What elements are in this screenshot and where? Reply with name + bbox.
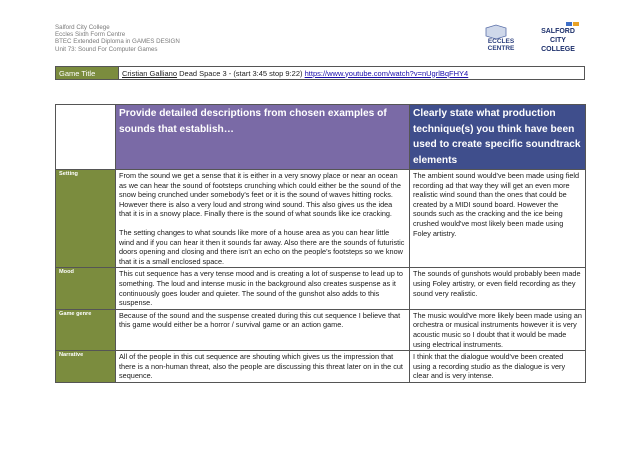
setting-technique: The ambient sound would've been made using field recording ad that way they will get an even more realistic wind sound than the ones that could be created by a MIDI sound board. However the sounds such as the cracking and the ice being crushed would've most likely been made using Foley artistry.: [410, 170, 586, 268]
table-row-game-genre: [56, 309, 586, 350]
row-label-mood: Mood: [56, 268, 116, 309]
salford-logo-text-3: COLLEGE: [541, 46, 575, 53]
narrative-description: All of the people in this cut sequence are shouting which gives us the impression that there is a non-human threat, also the people are discussing this threat later on in the cut sequence.: [116, 351, 410, 383]
table-row-setting: [56, 170, 586, 268]
row-label-setting: Setting: [56, 170, 116, 268]
techniques-column-header: Clearly state what production technique(s) you think have been used to create specific soundtrack elements: [410, 105, 586, 170]
setting-description-p1: From the sound we get a sense that it is either in a very snowy place or near an ocean as we can hear the sound of footsteps crunching which could either be the sound of the snow being crunched under somebody's feet or it is the sound of waves hitting rocks. However there is also a very loud and strong wind sound. This also gives us the idea that it is in a snowy place. Finally there is the sound of what sounds like ice cracking.: [119, 171, 401, 219]
game-title-value: [119, 67, 585, 80]
table-row-mood: [56, 268, 586, 309]
eccles-centre-logo: [480, 22, 522, 52]
table-row-narrative: [56, 351, 586, 383]
table-header-row: [56, 105, 586, 170]
game-name: Dead Space 3 - (start 3:45 stop 9:22): [177, 68, 305, 78]
salford-logo-text-1: SALFORD: [541, 28, 575, 35]
author-name: Cristian Galliano: [122, 68, 178, 78]
game-genre-description: Because of the sound and the suspense created during this cut sequence I believe that this game would either be a horror / survival game or an action game.: [116, 309, 410, 350]
header-line-college: Salford City College: [55, 24, 110, 31]
mood-technique: The sounds of gunshots would probably been made using Foley artistry, or even field recording as they sound very realistic.: [410, 268, 586, 309]
header-line-course: BTEC Extended Diploma in GAMES DESIGN: [55, 38, 180, 46]
youtube-link[interactable]: https://www.youtube.com/watch?v=nUgrlBqFHY4: [304, 68, 469, 78]
game-title-label: Game Title: [56, 67, 119, 80]
setting-description-p2: The setting changes to what sounds like more of a house area as you can hear little wind and if you can hear it then it sounds far away. Also there are the sounds of futuristic doors opening and closing and there isn't an echo on the people's footsteps so we know that it is a small enclosed space.: [119, 227, 405, 266]
row-label-narrative: Narrative: [56, 351, 116, 383]
header-line-centre: Eccles Sixth Form Centre: [55, 31, 126, 39]
narrative-technique: I think that the dialogue would've been created using a recording studio as the dialogue is very clear and is very intense.: [410, 351, 586, 383]
eccles-logo-text-2: CENTRE: [487, 45, 515, 52]
header-line-unit: Unit 73: Sound For Computer Games: [55, 45, 158, 53]
salford-city-college-logo: [530, 20, 586, 54]
game-title-table: [55, 66, 585, 80]
salford-logo-text-2: CITY: [550, 37, 566, 44]
descriptions-column-header: Provide detailed descriptions from chosen examples of sounds that establish…: [116, 105, 410, 170]
game-genre-technique: The music would've more likely been made using an orchestra or musical instruments however it is very acoustic music so I doubt that it would be made using electrical instruments.: [410, 309, 586, 350]
eccles-logo-text-1: ECCLES: [487, 38, 515, 45]
row-label-game-genre: Game genre: [56, 309, 116, 350]
header-text-block: [55, 24, 180, 53]
setting-description: [116, 170, 410, 268]
sound-analysis-table: [55, 104, 586, 383]
mood-description: This cut sequence has a very tense mood and is creating a lot of suspense to lead up to something. The loud and intense music in the background also creates suspense as it continuously goes louder and quieter. The sound of the gunshot also adds to this suspense.: [116, 268, 410, 309]
header-blank-cell: [56, 105, 116, 170]
